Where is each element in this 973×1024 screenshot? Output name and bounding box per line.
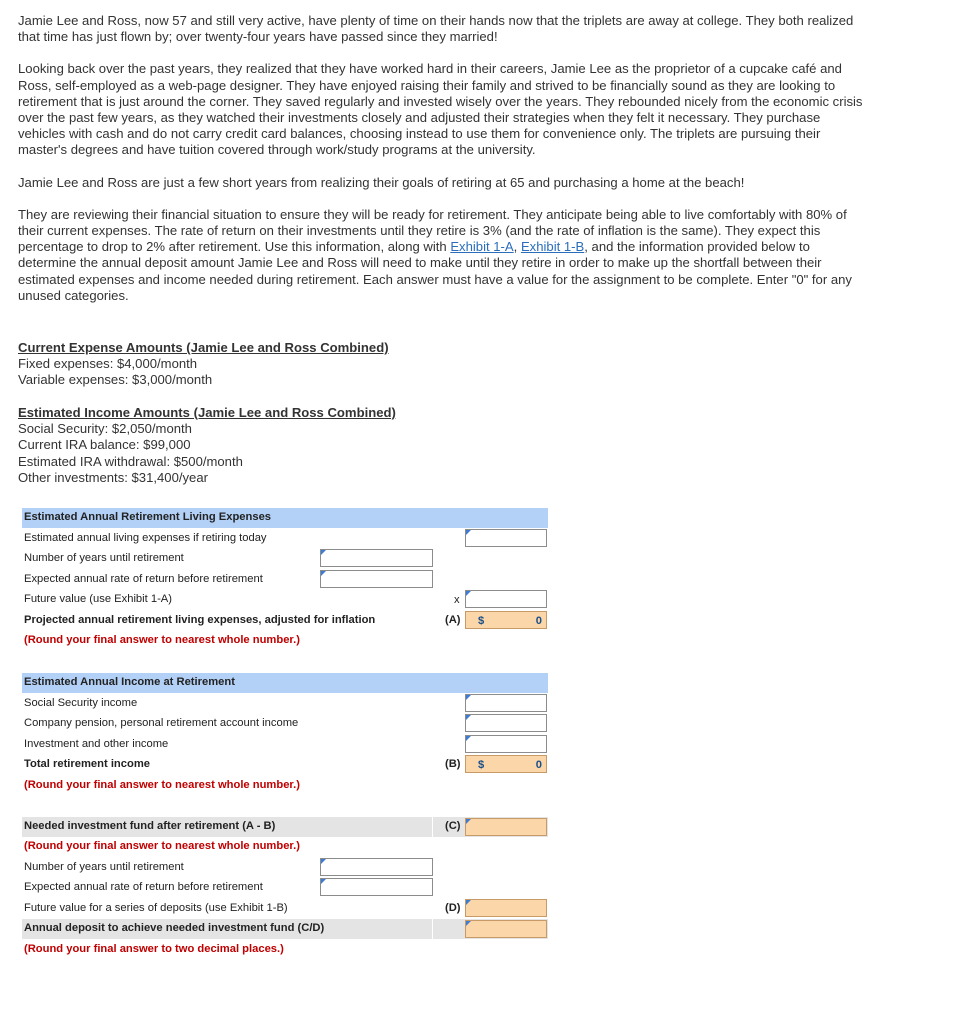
ira-balance-info: Current IRA balance: $99,000: [18, 437, 191, 453]
expense-info: [18, 340, 518, 389]
rate-of-return-input-2[interactable]: [320, 878, 433, 896]
label-annual-living-expenses: Estimated annual living expenses if retiring today: [24, 532, 267, 544]
value-b: 0: [535, 759, 542, 771]
pension-input[interactable]: [465, 714, 547, 732]
income-info: [18, 405, 518, 486]
intro-paragraph-2: Looking back over the past years, they realized that they have worked hard in their careers, Jamie Lee as the proprietor of a cupcake café and Ross, self-employed as a web-page designer. They have enjoyed raising their family and strived to be financially sound as they are looking to retirement that is just around the corner. They saved regularly and invested wisely over the years. They rebounded nicely from the economic crisis over the past few years, as they watched their investments closely and adjusted their strategies when they felt it necessary. They purchase vehicles with cash and do not carry credit card balances, choosing instead to use them for convenience only. The triplets are pursuing their master's degrees and have tuition covered through work/study programs at the university.: [18, 61, 863, 158]
problem-text: [18, 13, 868, 320]
section-expenses-header: [22, 508, 548, 528]
needed-fund-input[interactable]: [465, 818, 547, 836]
exhibit-1b-link[interactable]: Exhibit 1-B: [520, 239, 585, 255]
note-round-d: (Round your final answer to two decimal places.): [24, 943, 284, 955]
years-until-retirement-input-2[interactable]: [320, 858, 433, 876]
label-social-security: Social Security income: [24, 697, 138, 709]
row-rate-of-return-1: [22, 570, 548, 590]
expense-heading: Current Expense Amounts (Jamie Lee and Ross Combined): [18, 340, 389, 355]
label-investment-income: Investment and other income: [24, 738, 169, 750]
row-pension: [22, 714, 548, 734]
value-a: 0: [535, 615, 542, 627]
note-round-a: (Round your final answer to nearest whole number.): [24, 634, 300, 646]
ira-withdrawal-info: Estimated IRA withdrawal: $500/month: [18, 453, 243, 469]
annual-deposit-input[interactable]: [465, 920, 547, 938]
row-years-until-retirement-2: [22, 858, 548, 878]
label-projected-expenses: Projected annual retirement living expenses, adjusted for inflation: [24, 614, 376, 626]
tag-a: (A): [445, 614, 461, 626]
row-annual-living-expenses: [22, 529, 548, 549]
future-value-1a-input[interactable]: [465, 590, 547, 608]
label-years-until-retirement-2: Number of years until retirement: [24, 861, 184, 873]
label-rate-of-return-2: Expected annual rate of return before retirement: [24, 881, 263, 893]
dollar-sign-a: $: [478, 615, 485, 627]
label-annual-deposit: Annual deposit to achieve needed investment fund (C/D): [24, 922, 325, 934]
label-future-value-1a: Future value (use Exhibit 1-A): [24, 593, 172, 605]
label-rate-of-return-1: Expected annual rate of return before retirement: [24, 573, 263, 585]
tag-c: (C): [445, 820, 461, 832]
multiply-sign: x: [454, 594, 460, 606]
social-security-input[interactable]: [465, 694, 547, 712]
section-income-header: [22, 673, 548, 693]
row-note-c: [22, 837, 548, 857]
section-expenses-title: Estimated Annual Retirement Living Expenses: [24, 511, 272, 523]
row-note-a: [22, 631, 548, 651]
row-years-until-retirement-1: [22, 549, 548, 569]
social-security-info: Social Security: $2,050/month: [18, 421, 192, 437]
dollar-sign-b: $: [478, 759, 485, 771]
row-rate-of-return-2: [22, 878, 548, 898]
row-projected-expenses: [22, 611, 548, 631]
row-annual-deposit: [22, 919, 548, 939]
years-until-retirement-input-1[interactable]: [320, 549, 433, 567]
intro-p4-text-a: They are reviewing their financial situation to ensure they will be ready for retirement. They anticipate being able to live comfortably with 80% of their current expenses. The rate of return on their investments until they retire is 3% (and the rate of inflation is the same). They expect this percentage to drop to 2% after retirement. Use this information, along with: [18, 206, 847, 255]
fixed-expenses: Fixed expenses: $4,000/month: [18, 356, 198, 372]
future-value-1b-input[interactable]: [465, 899, 547, 917]
annual-living-expenses-input[interactable]: [465, 529, 547, 547]
exhibit-1a-link[interactable]: Exhibit 1-A: [450, 239, 514, 255]
variable-expenses: Variable expenses: $3,000/month: [18, 372, 213, 388]
label-future-value-1b: Future value for a series of deposits (use Exhibit 1-B): [24, 902, 288, 914]
row-future-value-1a: [22, 590, 548, 610]
row-total-income: [22, 755, 548, 775]
projected-expenses-result: [465, 611, 547, 629]
note-round-c: (Round your final answer to nearest whole number.): [24, 840, 300, 852]
intro-p4-sep: ,: [513, 239, 521, 255]
row-needed-fund: [22, 817, 548, 837]
row-investment-income: [22, 735, 548, 755]
other-investments-info: Other investments: $31,400/year: [18, 469, 208, 485]
intro-paragraph-3: Jamie Lee and Ross are just a few short years from realizing their goals of retiring at 65 and purchasing a home at the beach!: [18, 174, 745, 190]
income-heading: Estimated Income Amounts (Jamie Lee and Ross Combined): [18, 405, 396, 420]
intro-paragraph-1: Jamie Lee and Ross, now 57 and still very active, have plenty of time on their hands now that the triplets are away at college. They both realized that time has just flown by; over twenty-four years have passed since they married!: [18, 13, 854, 45]
row-future-value-1b: [22, 899, 548, 919]
label-needed-fund: Needed investment fund after retirement (A - B): [24, 820, 276, 832]
note-round-b: (Round your final answer to nearest whole number.): [24, 779, 300, 791]
row-social-security: [22, 694, 548, 714]
tag-d: (D): [445, 902, 461, 914]
label-total-income: Total retirement income: [24, 758, 150, 770]
label-years-until-retirement-1: Number of years until retirement: [24, 552, 184, 564]
row-note-b: [22, 776, 548, 796]
label-pension: Company pension, personal retirement account income: [24, 717, 299, 729]
intro-paragraph-4: [18, 207, 868, 304]
investment-income-input[interactable]: [465, 735, 547, 753]
rate-of-return-input-1[interactable]: [320, 570, 433, 588]
row-note-d: [22, 940, 548, 960]
intro-p4-text-b: , and the information provided below to determine the annual deposit amount Jamie Lee and Ross will need to make until they retire in order to make up the shortfall between their estimated expenses and income needed during retirement. Each answer must have a value for the assignment to be complete. Enter "0" for any unused categories.: [18, 239, 852, 303]
section-income-title: Estimated Annual Income at Retirement: [24, 676, 235, 688]
tag-b: (B): [445, 758, 461, 770]
total-income-result: [465, 755, 547, 773]
